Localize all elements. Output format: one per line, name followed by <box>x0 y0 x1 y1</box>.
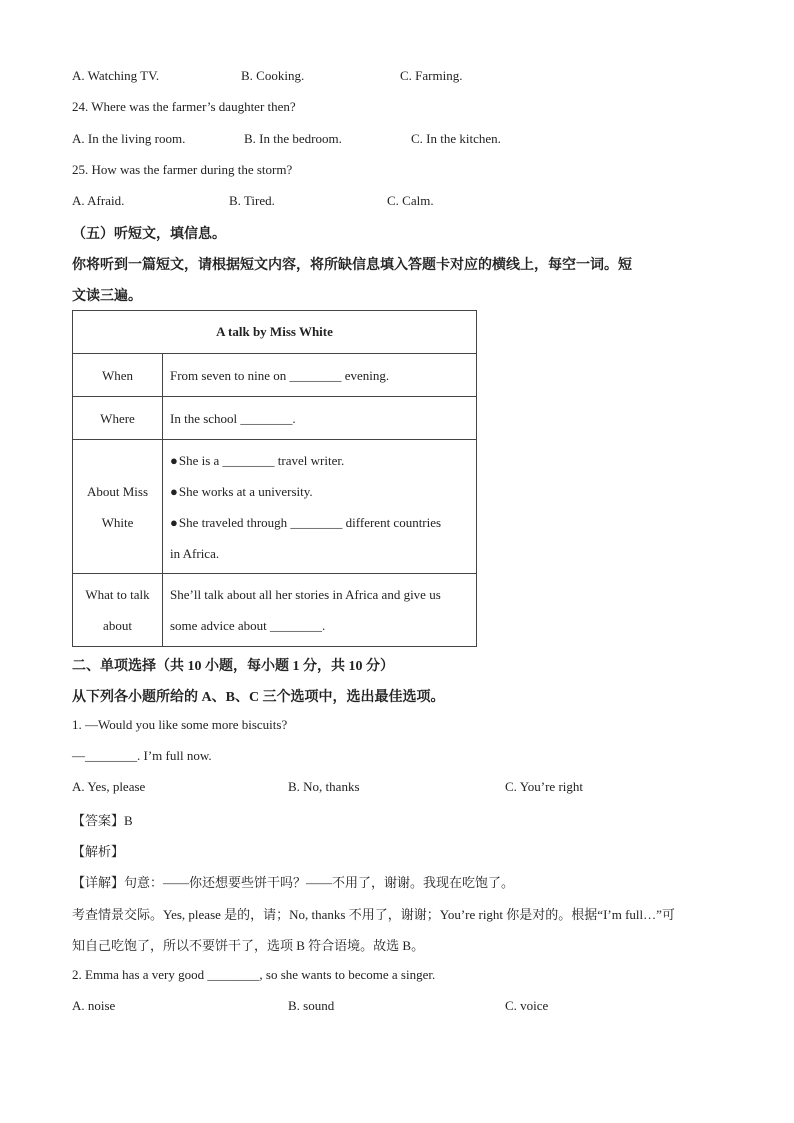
q23-option-a: A. Watching TV. <box>72 68 160 83</box>
analysis-label: 【解析】 <box>72 844 125 859</box>
table-label-where: Where <box>73 397 163 440</box>
q1-option-a: A. Yes, please <box>72 779 146 794</box>
table-label-about-line2: White <box>101 514 134 530</box>
table-value-about <box>163 440 477 574</box>
table-label-talk-line2: about <box>103 618 132 633</box>
part2-instruction: 从下列各小题所给的 A、B、C 三个选项中，选出最佳选项。 <box>72 690 445 705</box>
part2-title: 二、单项选择（共 10 小题，每小题 1 分，共 10 分） <box>72 659 394 674</box>
q25-option-c: C. Calm. <box>387 193 434 208</box>
q25-option-b: B. Tired. <box>229 193 275 208</box>
table-value-where: In the school ________. <box>163 397 477 440</box>
detail-label: 【详解】 <box>72 875 125 890</box>
about-bullet-3 <box>170 507 469 538</box>
q1-option-c: C. You’re right <box>505 779 584 794</box>
table-label-when: When <box>73 354 163 397</box>
q1-detail <box>72 872 514 891</box>
section5-title: （五）听短文，填信息。 <box>72 227 226 242</box>
table-label-talk-line1: What to talk <box>85 587 150 602</box>
table-row-talk <box>73 574 477 647</box>
q1-option-b: B. No, thanks <box>288 779 360 794</box>
detail-text: 句意：——你还想要些饼干吗？——不用了，谢谢。我现在吃饱了。 <box>124 875 515 890</box>
q1-line2: —________. I’m full now. <box>72 748 212 763</box>
answer-value: B <box>124 813 133 828</box>
about-bullet-1 <box>170 445 469 476</box>
about-bullet-2 <box>170 476 469 507</box>
about-bullet-2-text: She works at a university. <box>178 483 313 499</box>
talk-line-2: some advice about ________. <box>170 618 326 633</box>
table-title-row <box>73 311 477 354</box>
table-title: A talk by Miss White <box>73 311 477 354</box>
info-table <box>72 310 477 647</box>
section5-instruction-line1: 你将听到一篇短文，请根据短文内容，将所缺信息填入答题卡对应的横线上，每空一词。短 <box>72 258 632 273</box>
table-value-when: From seven to nine on ________ evening. <box>163 354 477 397</box>
q1-explain-line2: 知自己吃饱了，所以不要饼干了，选项 B 符合语境。故选 B。 <box>72 938 425 953</box>
table-value-talk <box>163 574 477 647</box>
q1-line1: 1. —Would you like some more biscuits? <box>72 717 288 732</box>
table-label-about-line1: About Miss <box>86 483 149 499</box>
q24-option-b: B. In the bedroom. <box>244 131 342 146</box>
q24-option-c: C. In the kitchen. <box>411 131 501 146</box>
q24-option-a: A. In the living room. <box>72 131 186 146</box>
q23-option-b: B. Cooking. <box>241 68 305 83</box>
q2-option-b: B. sound <box>288 998 335 1013</box>
q1-answer <box>72 810 133 829</box>
q25-option-a: A. Afraid. <box>72 193 125 208</box>
talk-line-1: She’ll talk about all her stories in Africa and give us <box>170 587 441 602</box>
q24-question: 24. Where was the farmer’s daughter then? <box>72 99 296 114</box>
table-row-where <box>73 397 477 440</box>
section5-instruction-line2: 文读三遍。 <box>72 289 142 304</box>
table-row-when <box>73 354 477 397</box>
table-label-about <box>73 440 163 574</box>
q2-question: 2. Emma has a very good ________, so she wants to become a singer. <box>72 967 436 982</box>
about-bullet-3-text: She traveled through ________ different countries <box>178 514 442 530</box>
q2-option-c: C. voice <box>505 998 549 1013</box>
about-bullet-3-cont: in Africa. <box>170 545 220 561</box>
answer-label: 【答案】 <box>72 813 125 828</box>
table-row-about <box>73 440 477 574</box>
q23-option-c: C. Farming. <box>400 68 463 83</box>
q25-question: 25. How was the farmer during the storm? <box>72 162 293 177</box>
table-label-talk <box>73 574 163 647</box>
q1-explain-line1: 考查情景交际。Yes, please 是的，请；No, thanks 不用了，谢谢；You’re right 你是对的。根据“I’m full…”可 <box>72 907 675 922</box>
q2-option-a: A. noise <box>72 998 116 1013</box>
about-bullet-1-text: She is a ________ travel writer. <box>178 452 345 468</box>
